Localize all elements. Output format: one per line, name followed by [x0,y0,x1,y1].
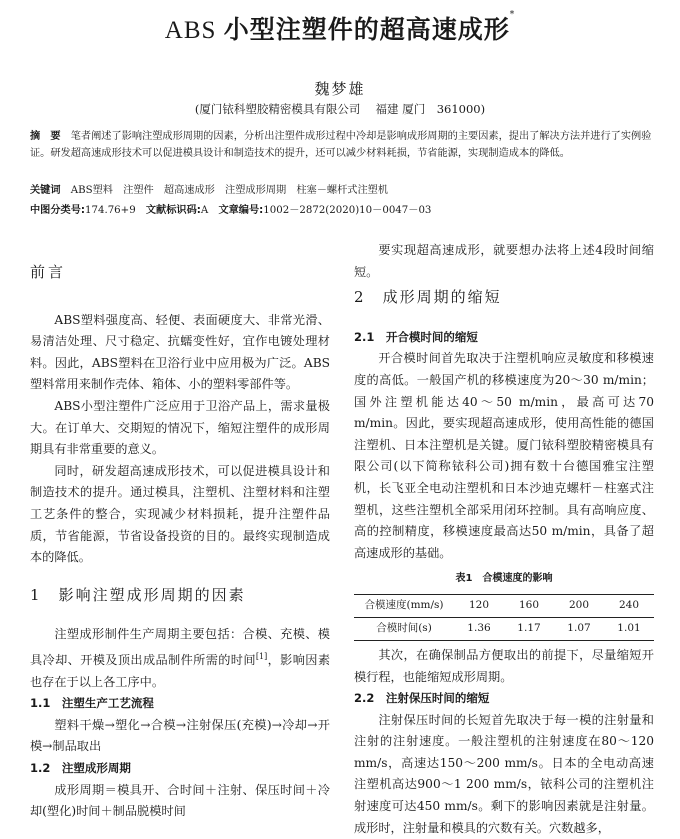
table-caption: 表1 合模速度的影响 [455,573,553,585]
cls-label: 中图分类号: [30,205,86,216]
section-2-heading [354,287,654,309]
table-row [354,617,654,640]
section-1-number: 1 [30,585,42,604]
table-cell: 120 [454,594,504,617]
abstract-label: 摘 要 [30,131,61,142]
body-paragraph: 注射保压时间的长短首先取决于每一模的注射量和注射的注射速度。一般注塑机的注射速度在80～120 mm/s，高速达150～200 mm/s。日本的全电动高速注塑机高达900～1 200 mm/s，铱科公司的注塑机注射速度可达450 mm/s。剩下的影响因素就是注射量。成形时，注射量和模具的穴数有关。穴数越多， [354,712,654,835]
table-cell: 200 [554,594,604,617]
title-footnote-mark: * [509,10,516,20]
table-cell: 1.01 [604,617,654,640]
preface-paragraph: ABS小型注塑件广泛应用于卫浴产品上，需求量极大。在订单大、交期短的情况下，缩短注塑件的成形周期具有非常重要的意义。 [30,398,330,457]
body-paragraph: 其次，在确保制品方便取出的前提下，尽量缩短开模行程，也能缩短成形周期。 [354,647,654,684]
art-value: 1002－2872(2020)10－0047－03 [263,205,432,216]
table-row-label: 合模时间(s) [354,617,454,640]
body-paragraph: 开合模时间首先取决于注塑机响应灵敏度和移模速度的高低。一般国产机的移模速度为20～30 m/min；国外注塑机能达40～50 m/min，最高可达70 m/min。因此，要实现超高速成形，使用高性能的德国注塑机、日本注塑机是关键。厦门铱科塑胶精密模具有限公司(以下简称铱科公司)拥有数十台德国雅宝注塑机，长飞亚全电动注塑机和日本沙迪克螺杆－柱塞式注塑机，这些注塑机全部采用闭环控制。具有高响应度、高的控制精度，移模速度最高达50 m/min，具备了超高速成形的基础。 [354,351,654,560]
body-paragraph: 要实现超高速成形，就要想办法将上述4段时间缩短。 [354,243,654,279]
table-cell: 1.36 [454,617,504,640]
section-1-1-heading [30,693,330,715]
abstract [30,128,656,162]
abstract-text: 笔者阐述了影响注塑成形周期的因素，分析出注塑件成形过程中冷却是影响成形周期的主要因素，提出了解决方法并进行了实例验证。研发超高速成形技术可以促进模具设计和制造技术的提升，还可以减少材料耗损，节省能源，实现制造成本的降低。 [30,131,652,159]
section-1-2-heading [30,758,330,780]
section-1-1-number: 1.1 [30,696,51,711]
section-2-1-number: 2.1 [354,329,375,344]
section-1-title: 影响注塑成形周期的因素 [58,585,246,604]
cycle-formula-paragraph: 成形周期＝模具开、合时间＋注射、保压时间＋冷却(塑化)时间＋制品脱模时间 [30,782,330,819]
art-label: 文章编号: [218,205,264,216]
keywords-label: 关键词 [30,185,61,196]
author: 魏梦雄 [314,80,366,98]
section-1-2-title: 注塑成形周期 [61,760,131,775]
table-cell: 240 [604,594,654,617]
title-en: ABS [164,17,224,44]
table-cell: 160 [504,594,554,617]
section-2-1-title: 开合模时间的缩短 [385,329,478,344]
doc-label: 文献标识码: [145,205,201,216]
section-1-heading [30,585,330,607]
section-2-title: 成形周期的缩短 [382,288,502,307]
section-2-2-heading [354,688,654,710]
preface-heading: 前言 [30,263,67,281]
cls-value: 174.76+9 [85,205,136,216]
doc-value: A [200,205,209,216]
section-2-1-heading [354,327,654,349]
title-cn: 小型注塑件的超高速成形 [223,15,510,44]
section-1-1-title: 注塑生产工艺流程 [61,696,154,711]
classification-line [30,202,656,219]
table-cell: 1.17 [504,617,554,640]
right-column [354,240,654,839]
keywords [30,182,656,199]
closing-speed-table [354,594,654,641]
preface-paragraph: ABS塑料强度高、轻便、表面硬度大、非常光滑、易清洁处理、尺寸稳定、抗蠕变性好，宜作电镀处理材料。因此，ABS塑料在卫浴行业中应用极为广泛。ABS塑料常用来制作壳体、箱体、小的塑料零部件等。 [30,312,330,392]
body-text: 注塑成形制件生产周期主要包括：合模、充模、模具冷却、开模及顶出成品制件所需的时间 [30,627,330,667]
section-1-2-number: 1.2 [30,760,51,775]
body-text: ，影响因素也存在于以上各工序中。 [30,652,331,689]
citation-ref: [1] [255,651,268,661]
table-cell: 1.07 [554,617,604,640]
table-row-label: 合模速度(mm/s) [354,594,454,617]
keywords-text: ABS塑料 注塑件 超高速成形 注塑成形周期 柱塞－螺杆式注塑机 [70,185,389,196]
body-paragraph [30,624,330,693]
affiliation: (厦门铱科塑胶精密模具有限公司 福建 厦门 361000) [194,102,486,116]
process-flow-paragraph: 塑料干燥→塑化→合模→注射保压(充模)→冷却→开模→制品取出 [30,717,330,754]
left-column [30,262,330,823]
table-row [354,594,654,617]
paper-title [0,10,680,46]
preface-paragraph: 同时，研发超高速成形技术，可以促进模具设计和制造技术的提升。通过模具，注塑机、注塑材料和注塑工艺条件的整合，实现减少材料损耗，提升注塑件品质，节省能源，节省设备投资的目的。最终实现制造成本的降低。 [30,463,330,565]
section-2-number: 2 [354,288,366,307]
section-2-2-title: 注射保压时间的缩短 [385,691,490,706]
section-2-2-number: 2.2 [354,691,375,706]
